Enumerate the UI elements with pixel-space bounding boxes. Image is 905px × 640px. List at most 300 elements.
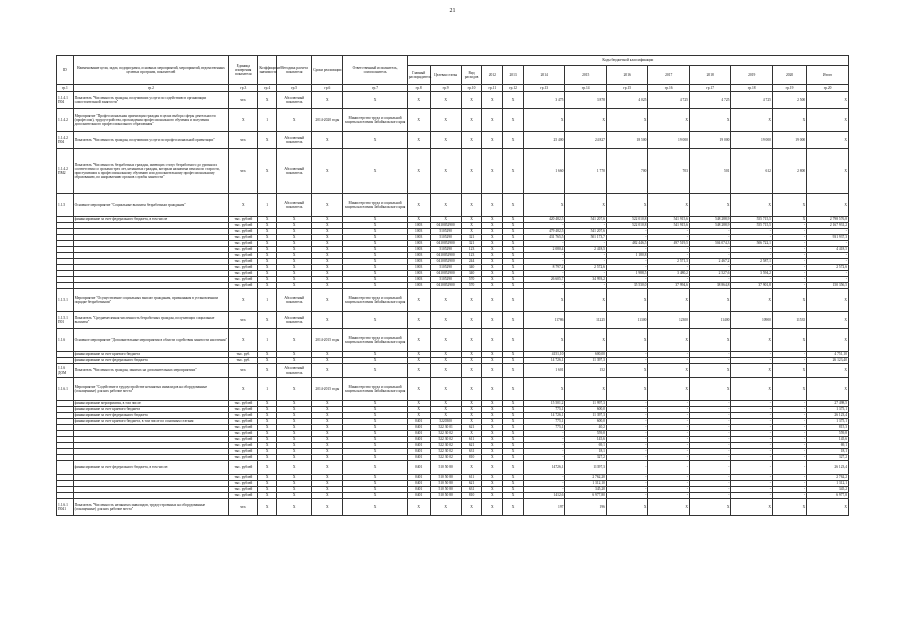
table-cell: Х (430, 329, 461, 352)
header-total: Итого (807, 66, 849, 85)
table-cell: 1 660 (523, 149, 565, 194)
table-cell: Х (258, 92, 277, 109)
table-cell: 541 915,6 (648, 223, 690, 229)
table-cell: 600,00 (565, 352, 607, 358)
row-name-cell: финансирование за счет федерального бюджета, в том числе (73, 217, 229, 223)
table-cell: 703 (648, 149, 690, 194)
table-cell: - (731, 493, 773, 499)
table-cell: - (606, 461, 648, 475)
table-cell: Х (407, 378, 430, 401)
table-cell: Х (343, 217, 407, 223)
table-cell: - (648, 419, 690, 425)
table-cell: Х (276, 223, 311, 229)
table-cell: Х (229, 329, 258, 352)
table-cell: 621 (461, 443, 482, 449)
table-cell: Х (258, 235, 277, 241)
table-cell: 4 418,5 (807, 247, 849, 253)
table-cell: 1 770 (565, 149, 607, 194)
table-cell: 0401 (407, 475, 430, 481)
table-cell: Х (606, 329, 648, 352)
table-cell: Х (648, 378, 690, 401)
table-cell: - (648, 475, 690, 481)
table-cell: 420 482,5 (523, 217, 565, 223)
table-cell: Х (276, 481, 311, 487)
table-cell: - (689, 475, 731, 481)
table-cell: Х (407, 499, 430, 516)
table-cell: 11 997,3 (565, 401, 607, 407)
table-cell: - (606, 487, 648, 493)
table-cell: Х (482, 461, 503, 475)
table-cell: - (606, 431, 648, 437)
table-cell: Х (312, 229, 343, 235)
table-cell: 11397,3 (565, 461, 607, 475)
column-index-cell: гр.17 (689, 85, 731, 92)
table-cell: Х (482, 437, 503, 443)
table-cell: 27 498,5 (807, 401, 849, 407)
table-row (57, 312, 849, 329)
table-cell: Х (503, 223, 524, 229)
table-cell: - (772, 271, 806, 277)
table-cell: Х (772, 499, 806, 516)
table-row (57, 132, 849, 149)
row-name-cell: Показатель "Среднемесячная численность безработных граждан, получающих социальные выплаты" (73, 312, 229, 329)
table-cell: Х (482, 455, 503, 461)
table-cell: чел. (229, 92, 258, 109)
row-name-cell: финансирование за счет краевого бюджета, в том числе по основным статьям: (73, 419, 229, 425)
table-cell: Х (312, 364, 343, 378)
table-cell: Х (689, 364, 731, 378)
table-cell: 2 080,4 (523, 247, 565, 253)
row-name-cell: Основное мероприятие "Социальные выплаты безработным гражданам" (73, 194, 229, 217)
table-cell: Х (258, 241, 277, 247)
table-cell: 8 797,2 (523, 265, 565, 271)
table-cell: 2 572,6 (807, 265, 849, 271)
table-cell: Х (523, 109, 565, 132)
table-cell: тыс. рублей (229, 247, 258, 253)
table-cell: Х (503, 425, 524, 431)
table-cell: 38 864,8 (689, 283, 731, 289)
table-cell: Х (565, 378, 607, 401)
table-cell: тыс. рублей (229, 455, 258, 461)
table-cell: чел. (229, 132, 258, 149)
table-cell: 559,8 (565, 431, 607, 437)
table-cell: - (606, 229, 648, 235)
table-cell: 2 527,6 (689, 271, 731, 277)
table-cell: Х (503, 283, 524, 289)
table-cell: - (731, 431, 773, 437)
table-cell: Х (229, 289, 258, 312)
header-year: 2020 (772, 66, 806, 85)
table-cell: - (772, 265, 806, 271)
table-cell: тыс. рублей (229, 413, 258, 419)
table-cell: Х (503, 475, 524, 481)
table-cell: Х (258, 487, 277, 493)
table-cell: Х (343, 475, 407, 481)
table-cell: 1003 (407, 277, 430, 283)
table-cell: - (689, 277, 731, 283)
table-cell: Х (312, 461, 343, 475)
table-cell: тыс. рублей (229, 431, 258, 437)
table-cell: Х (343, 443, 407, 449)
table-cell: Х (807, 149, 849, 194)
table-cell: Х (482, 149, 503, 194)
table-cell: Х (461, 378, 482, 401)
row-id-cell: 1.1.5.1 П01 (57, 312, 74, 329)
table-cell: Министерство труда и социальной защиты населения Забайкальского края (343, 289, 407, 312)
table-cell: 1 (258, 329, 277, 352)
table-cell: - (606, 259, 648, 265)
table-cell: - (523, 443, 565, 449)
table-cell: 2 500 (772, 92, 806, 109)
table-cell: - (731, 443, 773, 449)
table-cell: - (772, 235, 806, 241)
table-cell: Х (229, 378, 258, 401)
table-cell: Х (312, 235, 343, 241)
table-cell: Х (523, 289, 565, 312)
table-cell: 14 726,1 (523, 358, 565, 364)
table-cell: 19 000 (648, 132, 690, 149)
table-cell: - (689, 253, 731, 259)
column-index-cell: гр.18 (731, 85, 773, 92)
column-index-cell: гр.2 (73, 85, 229, 92)
table-cell: 621 (461, 425, 482, 431)
table-cell: Х (461, 109, 482, 132)
table-cell: - (689, 265, 731, 271)
table-cell: - (648, 413, 690, 419)
table-cell: Х (258, 437, 277, 443)
row-id-cell: 1.1.6.1 П041 (57, 499, 74, 516)
table-cell: Х (343, 241, 407, 247)
table-cell: - (565, 259, 607, 265)
table-cell: 123 (461, 253, 482, 259)
table-cell: - (772, 431, 806, 437)
table-cell: - (772, 407, 806, 413)
table-cell: 34 993,2 (565, 277, 607, 283)
table-cell: 522 30 02 (430, 455, 461, 461)
table-cell: - (772, 487, 806, 493)
table-cell: Х (503, 455, 524, 461)
table-cell: 345,2 (807, 487, 849, 493)
table-cell: Х (482, 449, 503, 455)
table-cell: Х (276, 277, 311, 283)
table-cell: 3 475 (523, 92, 565, 109)
table-cell: Х (807, 289, 849, 312)
table-cell: тыс. рублей (229, 493, 258, 499)
table-cell: Х (430, 352, 461, 358)
table-cell: - (689, 487, 731, 493)
table-cell: - (772, 475, 806, 481)
table-cell: Х (312, 437, 343, 443)
table-cell: 0401 (407, 455, 430, 461)
table-cell: - (731, 229, 773, 235)
table-cell: 14726,1 (523, 461, 565, 475)
column-index-cell: гр.15 (606, 85, 648, 92)
table-cell: - (689, 449, 731, 455)
table-cell: Х (503, 259, 524, 265)
table-cell: 5105290 (430, 247, 461, 253)
table-cell: 1003 (407, 271, 430, 277)
table-cell: Х (648, 109, 690, 132)
table-cell: - (606, 449, 648, 455)
table-cell: Х (343, 247, 407, 253)
table-cell: - (648, 461, 690, 475)
table-cell: Х (482, 259, 503, 265)
table-cell: Х (343, 437, 407, 443)
table-cell: - (772, 283, 806, 289)
header-period: Сроки реализации (312, 56, 343, 85)
table-cell: Х (312, 401, 343, 407)
table-cell: - (565, 271, 607, 277)
table-cell: Х (503, 92, 524, 109)
table-cell: Министерство труда и социальной защиты населения Забайкальского края (343, 329, 407, 352)
column-index-cell: гр.11 (482, 85, 503, 92)
header-year: 2015 (565, 66, 607, 85)
table-cell: Х (482, 443, 503, 449)
table-cell: Х (482, 364, 503, 378)
table-cell: 150 356,5 (807, 283, 849, 289)
table-cell: Х (312, 217, 343, 223)
table-cell: Х (343, 493, 407, 499)
table-cell: 775,1 (523, 425, 565, 431)
table-cell: Х (503, 499, 524, 516)
table-cell: 321 (461, 241, 482, 247)
table-cell: Х (503, 217, 524, 223)
table-cell: 11400 (689, 312, 731, 329)
table-cell: 522 30 02 (430, 437, 461, 443)
table-cell: Х (689, 499, 731, 516)
table-cell: 244 (461, 259, 482, 265)
table-row (57, 149, 849, 194)
table-cell: тыс. рублей (229, 425, 258, 431)
table-cell: 18,1 (807, 449, 849, 455)
row-name-cell: Показатель "Численность граждан, получивших услуги по профессиональной ориентации" (73, 132, 229, 149)
table-row (57, 329, 849, 352)
table-cell: Х (482, 194, 503, 217)
column-index-cell: гр.3 (229, 85, 258, 92)
table-cell: Х (565, 194, 607, 217)
table-cell: - (648, 229, 690, 235)
header-code-gr: Главный распорядитель (407, 66, 430, 85)
table-cell: Х (503, 407, 524, 413)
table-cell: - (731, 419, 773, 425)
table-cell: Х (503, 329, 524, 352)
table-cell: - (689, 443, 731, 449)
table-cell: 510 50 80 (430, 461, 461, 475)
table-cell: Х (482, 92, 503, 109)
table-cell: тыс. рублей (229, 241, 258, 247)
table-cell: 506 722,1 (731, 241, 773, 247)
table-cell: - (565, 223, 607, 229)
table-cell: - (772, 449, 806, 455)
table-cell: 1 (258, 378, 277, 401)
table-cell: Х (258, 493, 277, 499)
table-cell: Х (312, 487, 343, 493)
table-cell: Х (276, 358, 311, 364)
table-cell: Х (565, 289, 607, 312)
table-cell: Х (276, 329, 311, 352)
table-cell: Х (503, 449, 524, 455)
table-cell: Х (312, 481, 343, 487)
table-cell: - (523, 259, 565, 265)
row-name-cell: финансирование за счет краевого бюджета (73, 407, 229, 413)
column-index-cell: гр.4 (258, 85, 277, 92)
table-cell: - (772, 241, 806, 247)
table-cell: - (731, 352, 773, 358)
table-cell: 0401 (407, 431, 430, 437)
table-cell: Х (503, 481, 524, 487)
table-cell: - (648, 481, 690, 487)
table-cell: - (731, 358, 773, 364)
table-cell: 1 375,1 (807, 419, 849, 425)
table-cell: 504 074,3 (689, 241, 731, 247)
table-cell: Х (482, 431, 503, 437)
table-cell: Абсолютный показатель (276, 92, 311, 109)
table-cell: тыс. рублей (229, 475, 258, 481)
table-cell: Х (503, 378, 524, 401)
table-cell: тыс. рублей (229, 229, 258, 235)
table-cell: - (689, 493, 731, 499)
table-cell: - (772, 253, 806, 259)
table-cell: Х (731, 329, 773, 352)
row-id-cell: 1.1.6 ДОМ (57, 364, 74, 378)
table-cell: 1 (258, 109, 277, 132)
table-cell: Х (276, 487, 311, 493)
column-index-cell: гр.16 (648, 85, 690, 92)
table-cell: Х (807, 499, 849, 516)
table-cell: 501 173,7 (565, 235, 607, 241)
table-cell: Х (312, 247, 343, 253)
table-cell: Х (430, 364, 461, 378)
table-cell: 327,2 (807, 455, 849, 461)
table-cell: 145,6 (807, 437, 849, 443)
table-cell: - (523, 283, 565, 289)
table-cell: 479 482,5 (523, 229, 565, 235)
table-cell: 5105290 (430, 229, 461, 235)
table-cell: 145,6 (565, 437, 607, 443)
table-cell: Х (503, 265, 524, 271)
table-cell: Х (461, 132, 482, 149)
table-cell: 19 000 (731, 132, 773, 149)
table-cell: Х (343, 92, 407, 109)
table-cell: 24 827 (565, 132, 607, 149)
table-cell: Х (276, 449, 311, 455)
table-cell: 6 977,8 (807, 493, 849, 499)
column-index-cell: гр.12 (503, 85, 524, 92)
table-cell: тыс. руб. (229, 358, 258, 364)
table-cell: 482 446,5 (606, 241, 648, 247)
table-cell: Х (312, 223, 343, 229)
table-cell: - (689, 401, 731, 407)
table-cell: Х (312, 407, 343, 413)
table-cell: - (731, 481, 773, 487)
table-cell: - (523, 449, 565, 455)
table-cell: Х (258, 223, 277, 229)
table-cell: Х (276, 407, 311, 413)
table-cell: Х (461, 229, 482, 235)
table-cell: 522 010,8 (606, 223, 648, 229)
table-cell: 0401 (407, 437, 430, 443)
header-name: Наименование цели, задач, подпрограмм, основных мероприятий, мероприятий, ведомственных целевых программ, показателей (73, 56, 229, 85)
table-cell: Х (482, 352, 503, 358)
table-cell: Х (430, 109, 461, 132)
table-cell: Х (461, 352, 482, 358)
table-cell: 1003 (407, 253, 430, 259)
table-cell: - (565, 241, 607, 247)
table-cell: Х (503, 419, 524, 425)
table-cell: Х (503, 229, 524, 235)
table-cell: Х (312, 419, 343, 425)
table-cell: 26 605,7 (523, 277, 565, 283)
table-cell: Х (689, 109, 731, 132)
table-cell: Х (807, 194, 849, 217)
table-cell: Х (772, 194, 806, 217)
table-cell: Х (482, 223, 503, 229)
table-cell: Х (503, 271, 524, 277)
table-cell: 510 50 80 (430, 481, 461, 487)
row-name-cell: Показатель "Численность граждан, получивших услуги по содействию в организации самостоятельной занятости" (73, 92, 229, 109)
table-cell: тыс. рублей (229, 283, 258, 289)
table-cell: Х (807, 378, 849, 401)
table-cell: Х (276, 401, 311, 407)
table-cell: Х (482, 217, 503, 223)
table-cell: 11 397,3 (565, 413, 607, 419)
table-cell: - (731, 407, 773, 413)
header-year: 2016 (606, 66, 648, 85)
table-cell: 555 715,5 (731, 223, 773, 229)
table-cell: - (606, 455, 648, 461)
table-cell: Х (482, 419, 503, 425)
table-cell: Х (276, 437, 311, 443)
table-cell: - (772, 247, 806, 253)
row-name-cell: Показатель "Численность граждан, занятых на дополнительных мероприятиях" (73, 364, 229, 378)
table-cell: 1003 (407, 229, 430, 235)
table-cell: 1003 (407, 259, 430, 265)
table-cell: Х (503, 493, 524, 499)
table-cell: 15 501,2 (523, 401, 565, 407)
table-cell: Х (430, 132, 461, 149)
table-cell: Х (503, 443, 524, 449)
table-cell: 1 312,1 (807, 481, 849, 487)
table-cell: Х (461, 431, 482, 437)
page-number: 21 (449, 8, 456, 14)
table-cell: 1 180,8 (606, 253, 648, 259)
table-cell: 5220300 (430, 419, 461, 425)
row-name-cell: финансирование за счет краевого бюджета (73, 352, 229, 358)
table-cell: - (606, 265, 648, 271)
table-cell: - (648, 493, 690, 499)
table-cell: 0401 (407, 425, 430, 431)
column-index-cell: гр.7 (343, 85, 407, 92)
table-cell: - (523, 271, 565, 277)
column-index-cell: гр.14 (565, 85, 607, 92)
table-cell: тыс. рублей (229, 401, 258, 407)
table-cell: Х (312, 149, 343, 194)
row-name-cell: Мероприятие "Профессиональная ориентация граждан в целях выбора сферы деятельности (профессии), трудоустройства, прохождения профессионального обучения и получения дополнительного профессионального образования" (73, 109, 229, 132)
table-cell: Х (312, 413, 343, 419)
table-cell: Х (343, 431, 407, 437)
table-cell: Х (407, 407, 430, 413)
table-cell: Х (312, 312, 343, 329)
table-cell: 2 418,5 (565, 247, 607, 253)
table-cell: 1 988,5 (606, 271, 648, 277)
table-cell: Х (430, 289, 461, 312)
table-cell: Х (312, 132, 343, 149)
table-cell: - (523, 437, 565, 443)
table-cell: Х (461, 401, 482, 407)
header-method: Методика расчета показателя (276, 56, 311, 85)
table-cell: 600,0 (565, 419, 607, 425)
table-cell: Х (606, 109, 648, 132)
